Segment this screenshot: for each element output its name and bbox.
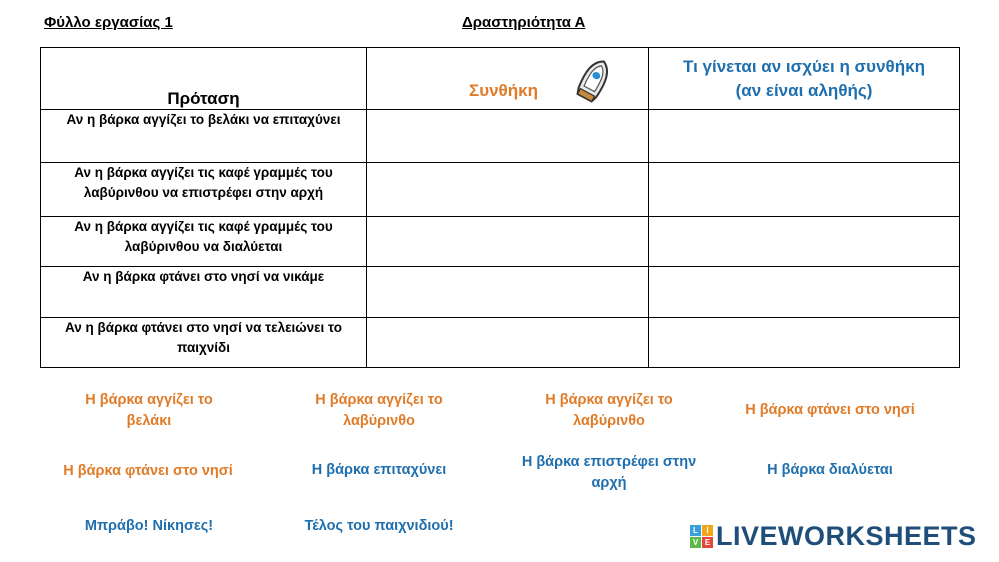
header-condition xyxy=(367,48,649,110)
proposition-cell xyxy=(41,318,367,368)
proposition-line: λαβύρινθου να επιστρέφει στην αρχή xyxy=(83,185,324,200)
result-drop-cell[interactable] xyxy=(649,267,960,318)
table-row xyxy=(41,267,960,318)
card-line: Η βάρκα αγγίζει το xyxy=(545,392,673,408)
result-drop-cell[interactable] xyxy=(649,110,960,163)
header-result xyxy=(649,48,960,110)
logo-letter: V xyxy=(690,537,701,548)
proposition-line: Αν η βάρκα αγγίζει τις καφέ γραμμές του xyxy=(74,165,333,180)
card-line: αρχή xyxy=(591,475,627,491)
answer-card[interactable] xyxy=(68,516,230,537)
card-line: Η βάρκα διαλύεται xyxy=(767,462,893,478)
card-line: Μπράβο! Νίκησες! xyxy=(84,518,214,534)
activity-title: Δραστηριότητα Α xyxy=(462,14,586,31)
header-condition-label: Συνθήκη xyxy=(469,81,538,100)
card-line: βελάκι xyxy=(126,413,172,429)
logo-letter: L xyxy=(690,525,701,536)
answer-card[interactable] xyxy=(68,390,230,432)
table-row xyxy=(41,318,960,368)
logo-mark-icon xyxy=(690,525,713,548)
result-drop-cell[interactable] xyxy=(649,217,960,267)
proposition-line: Αν η βάρκα αγγίζει τις καφέ γραμμές του xyxy=(74,219,333,234)
logo-wordmark: LIVEWORKSHEETS xyxy=(716,521,977,551)
card-line: Η βάρκα επιταχύνει xyxy=(311,462,447,478)
answer-card[interactable] xyxy=(528,390,690,432)
card-line: λαβύρινθο xyxy=(573,413,645,429)
worksheet-title: Φύλλο εργασίας 1 xyxy=(44,14,173,31)
boat-icon xyxy=(574,56,614,104)
answer-card[interactable] xyxy=(740,460,920,481)
card-line: Η βάρκα φτάνει στο νησί xyxy=(63,463,233,479)
proposition-line: Αν η βάρκα φτάνει στο νησί να τελειώνει το xyxy=(65,320,342,335)
condition-drop-cell[interactable] xyxy=(367,267,649,318)
table-row xyxy=(41,110,960,163)
proposition-line: Αν η βάρκα φτάνει στο νησί να νικάμε xyxy=(82,269,325,284)
answer-card[interactable] xyxy=(48,461,248,482)
card-line: Η βάρκα αγγίζει το xyxy=(85,392,213,408)
table-row xyxy=(41,217,960,267)
table-header-row xyxy=(41,48,960,110)
result-drop-cell[interactable] xyxy=(649,318,960,368)
logo-letter: I xyxy=(702,525,713,536)
answer-card[interactable] xyxy=(288,460,470,481)
card-line: Η βάρκα αγγίζει το xyxy=(315,392,443,408)
proposition-cell xyxy=(41,110,367,163)
condition-drop-cell[interactable] xyxy=(367,110,649,163)
condition-drop-cell[interactable] xyxy=(367,217,649,267)
proposition-cell xyxy=(41,163,367,217)
card-line: λαβύρινθο xyxy=(343,413,415,429)
card-line: Τέλος του παιχνιδιού! xyxy=(304,518,454,534)
condition-drop-cell[interactable] xyxy=(367,318,649,368)
worksheet-table xyxy=(40,47,960,368)
answer-card[interactable] xyxy=(508,452,710,494)
card-line: Η βάρκα φτάνει στο νησί xyxy=(745,402,915,418)
result-drop-cell[interactable] xyxy=(649,163,960,217)
header-proposition: Πρόταση xyxy=(41,48,367,110)
table-row xyxy=(41,163,960,217)
header-result-line2: (αν είναι αληθής) xyxy=(735,80,873,100)
logo-letter: E xyxy=(702,537,713,548)
liveworksheets-logo xyxy=(690,521,977,552)
answer-card[interactable] xyxy=(730,400,930,421)
condition-drop-cell[interactable] xyxy=(367,163,649,217)
card-line: Η βάρκα επιστρέφει στην xyxy=(521,454,697,470)
answer-card[interactable] xyxy=(288,516,470,537)
proposition-cell xyxy=(41,217,367,267)
header-result-line1: Τι γίνεται αν ισχύει η συνθήκη xyxy=(683,56,925,76)
proposition-line: παιχνίδι xyxy=(177,340,230,355)
proposition-line: λαβύρινθου να διαλύεται xyxy=(124,239,283,254)
proposition-line: Αν η βάρκα αγγίζει το βελάκι να επιταχύνει xyxy=(66,112,341,127)
answer-card[interactable] xyxy=(298,390,460,432)
proposition-cell xyxy=(41,267,367,318)
